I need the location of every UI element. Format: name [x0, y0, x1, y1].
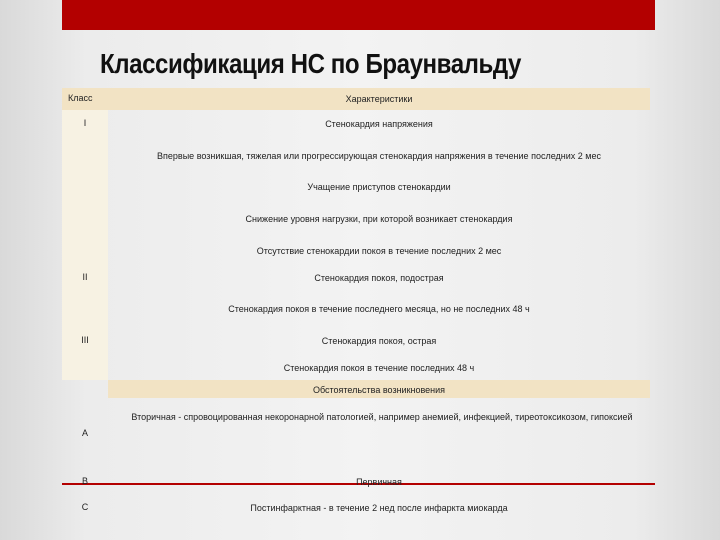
row-text: Первичная	[356, 477, 402, 487]
row-class: I	[83, 118, 87, 128]
row-class: C	[81, 502, 89, 512]
header-characteristics: Характеристики	[345, 94, 413, 104]
row-text: Стенокардия покоя в течение последних 48 ч	[283, 363, 475, 373]
row-class: II	[82, 272, 88, 282]
row-text: Учащение приступов стенокардии	[307, 182, 451, 192]
row-text: Стенокардия напряжения	[325, 119, 433, 129]
header-class: Класс	[68, 93, 93, 103]
row-text: Отсутствие стенокардии покоя в течение последних 2 мес	[256, 246, 502, 256]
row-class: A	[81, 428, 88, 438]
row-text: Вторичная - спровоцированная некоронарной патологией, например анемией, инфекцией, тиреотоксикозом, гипоксией	[131, 412, 633, 422]
page-title: Классификация НС по Браунвальду	[100, 48, 522, 79]
row-text: Снижение уровня нагрузки, при которой возникает стенокардия	[245, 214, 513, 224]
row-class: III	[81, 335, 89, 345]
row-text: Стенокардия покоя в течение последнего месяца, но не последних 48 ч	[228, 304, 530, 314]
row-text: Впервые возникшая, тяжелая или прогрессирующая стенокардия напряжения в течение последних 2 мес	[157, 151, 601, 161]
row-class: B	[81, 476, 88, 486]
circumstances-header: Обстоятельства возникновения	[312, 385, 446, 395]
row-text: Стенокардия покоя, острая	[321, 336, 437, 346]
row-text: Постинфарктная - в течение 2 нед после инфаркта миокарда	[250, 503, 508, 513]
top-accent-bar	[62, 0, 655, 30]
row-text: Стенокардия покоя, подострая	[314, 273, 444, 283]
